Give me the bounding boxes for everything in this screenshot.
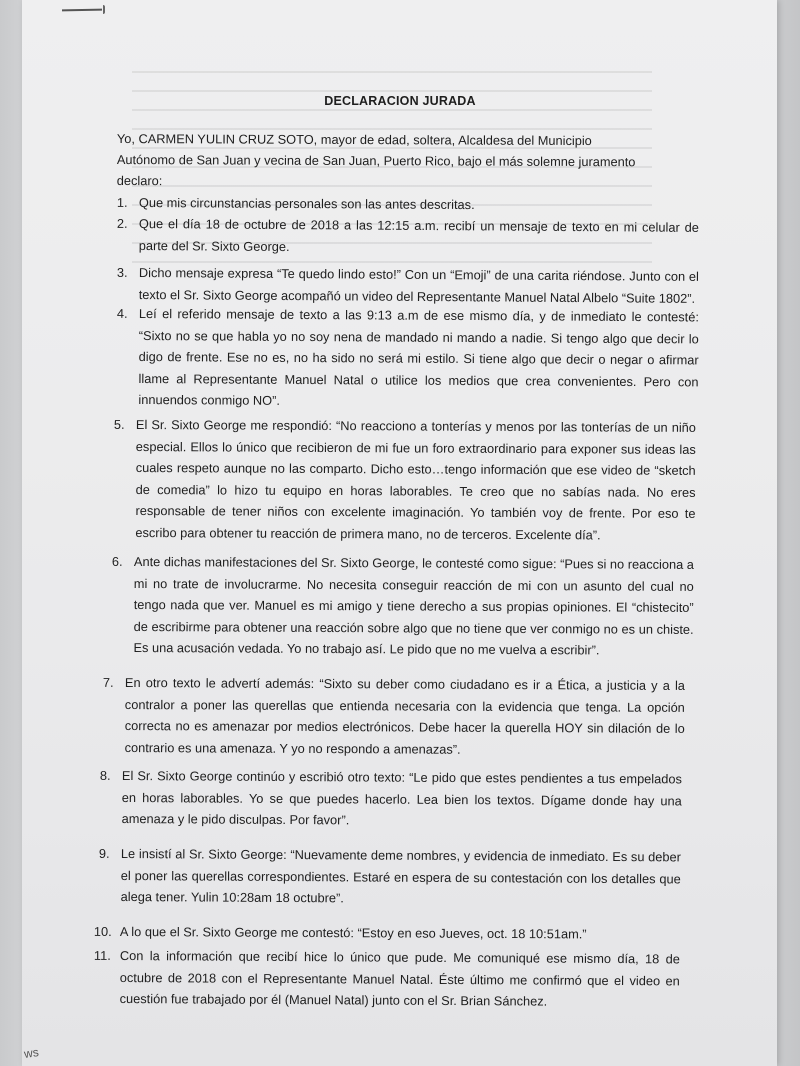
item-number: 11. xyxy=(93,947,111,963)
item-number: 1. xyxy=(116,194,128,210)
declaration-item xyxy=(99,765,682,833)
item-text: Le insistí al Sr. Sixto George: “Nuevamente deme nombres, y evidencia de inmediato. Es su deber el poner las querellas correspondientes. Estaré en espera de su contestación con los detalles que alega tener. Yulin 10:28am 18 octubre”. xyxy=(120,845,681,906)
declaration-item xyxy=(98,843,681,911)
declaration-item xyxy=(111,551,694,661)
item-text: Leí el referido mensaje de texto a las 9:13 a.m de ese mismo día, y de inmediato le contesté: “Sixto no se que habla yo no soy nena de mandado ni mando a nadie. Si tengo algo que decir lo digo de frente. Ese no es, no ha sido no será mi estilo. Si tiene algo que decir o negar o afirmar llame al Representante Manuel Natal o utilice los medios que crea convenientes. Pero con innuendos conmigo NO”. xyxy=(138,305,699,408)
pen-tick-mark xyxy=(100,5,105,14)
item-text: Que mis circunstancias personales son las antes descritas. xyxy=(138,194,475,213)
item-text: Dicho mensaje expresa “Te quedo lindo esto!” Con un “Emoji” de una carita riéndose. Junto con el texto el Sr. Sixto George acompañó un video del Representante Manuel Natal Albelo “Suite 1802”. xyxy=(138,264,699,306)
declaration-item xyxy=(102,672,685,761)
item-text: Con la información que recibí hice lo único que pude. Me comuniqué ese mismo día, 18 de octubre de 2018 con el Representante Manuel Natal. Éste último me confirmó que el video en cuestión fue trabajado por él (Manuel Natal) junto con el Sr. Brian Sánchez. xyxy=(119,947,680,1009)
declaration-item xyxy=(116,262,699,309)
item-number: 2. xyxy=(116,215,128,231)
item-number: 6. xyxy=(111,553,123,569)
item-text: El Sr. Sixto George continúo y escribió otro texto: “Le pido que estes pendientes a tus empelados en horas laborables. Yo se que puedes hacerlo. Lea bien los textos. Dígame donde hay una amenaza y le pido disculpas. Por favor”. xyxy=(121,767,682,828)
declaration-item xyxy=(93,921,680,945)
item-number: 4. xyxy=(116,305,128,321)
item-number: 10. xyxy=(93,923,112,939)
declaration-item xyxy=(116,303,699,414)
declaration-item xyxy=(116,213,699,260)
item-text: Que el día 18 de octubre de 2018 a las 12:15 a.m. recibí un mensaje de texto en mi celular de parte del Sr. Sixto George. xyxy=(138,215,699,254)
item-text: Ante dichas manifestaciones del Sr. Sixto George, le contesté como sigue: “Pues si no reacciona a mi no trate de involucrarme. No necesita conseguir reacción de mi con un asunto del cual no tengo nada que ver. Manuel es mi amigo y tiene derecho a sus propias opiniones. El “chistecito” de escribirme para obtener una reacción sobre algo que no tiene que ver conmigo no es un chiste. Es una acusación vedada. Yo no trabajo así. Le pido que no me vuelva a escribir”. xyxy=(133,553,694,658)
item-text: El Sr. Sixto George me respondió: “No reacciono a tonterías y menos por las tonterías de un niño especial. Ellos lo único que recibieron de mi fue un foro extraordinario para exponer sus ideas las cuales respeto aunque no las comparto. Dicho esto…tengo información que ese video de “sketch de comedia” lo hizo tu equipo en horas laborables. Te creo que no sabías nada. No eres responsable de tener niños con excelente imaginación. Yo también voy de frente. Por eso te escribo para obtener tu reacción de primera mano, no de terceros. Excelente día”. xyxy=(135,416,696,542)
corner-handwritten-mark: ws xyxy=(23,1045,40,1061)
intro-paragraph: Yo, CARMEN YULIN CRUZ SOTO, mayor de edad, soltera, Alcaldesa del Municipio Autónomo de San Juan y vecina de San Juan, Puerto Rico, bajo el más solemne juramento declaro: xyxy=(116,130,636,189)
item-text: A lo que el Sr. Sixto George me contestó: “Estoy en eso Jueves, oct. 18 10:51am.” xyxy=(119,923,587,942)
declaration-item xyxy=(113,414,696,546)
item-number: 9. xyxy=(98,845,110,861)
item-number: 8. xyxy=(99,767,111,783)
item-number: 5. xyxy=(113,416,125,432)
document-title: DECLARACION JURADA xyxy=(324,94,476,108)
item-text: En otro texto le advertí además: “Sixto su deber como ciudadano es ir a Ética, a justicia y a la contralor a poner las querellas que entienda necesaria con la evidencia que tenga. La opción correcta no es amenazar por medios electrónicos. Debe hacer la querella HOY sin dilación de lo contrario es una amenaza. Y yo no respondo a amenazas”. xyxy=(124,674,685,757)
declaration-item xyxy=(93,945,680,1013)
item-number: 7. xyxy=(102,674,114,690)
item-number: 3. xyxy=(116,264,128,280)
